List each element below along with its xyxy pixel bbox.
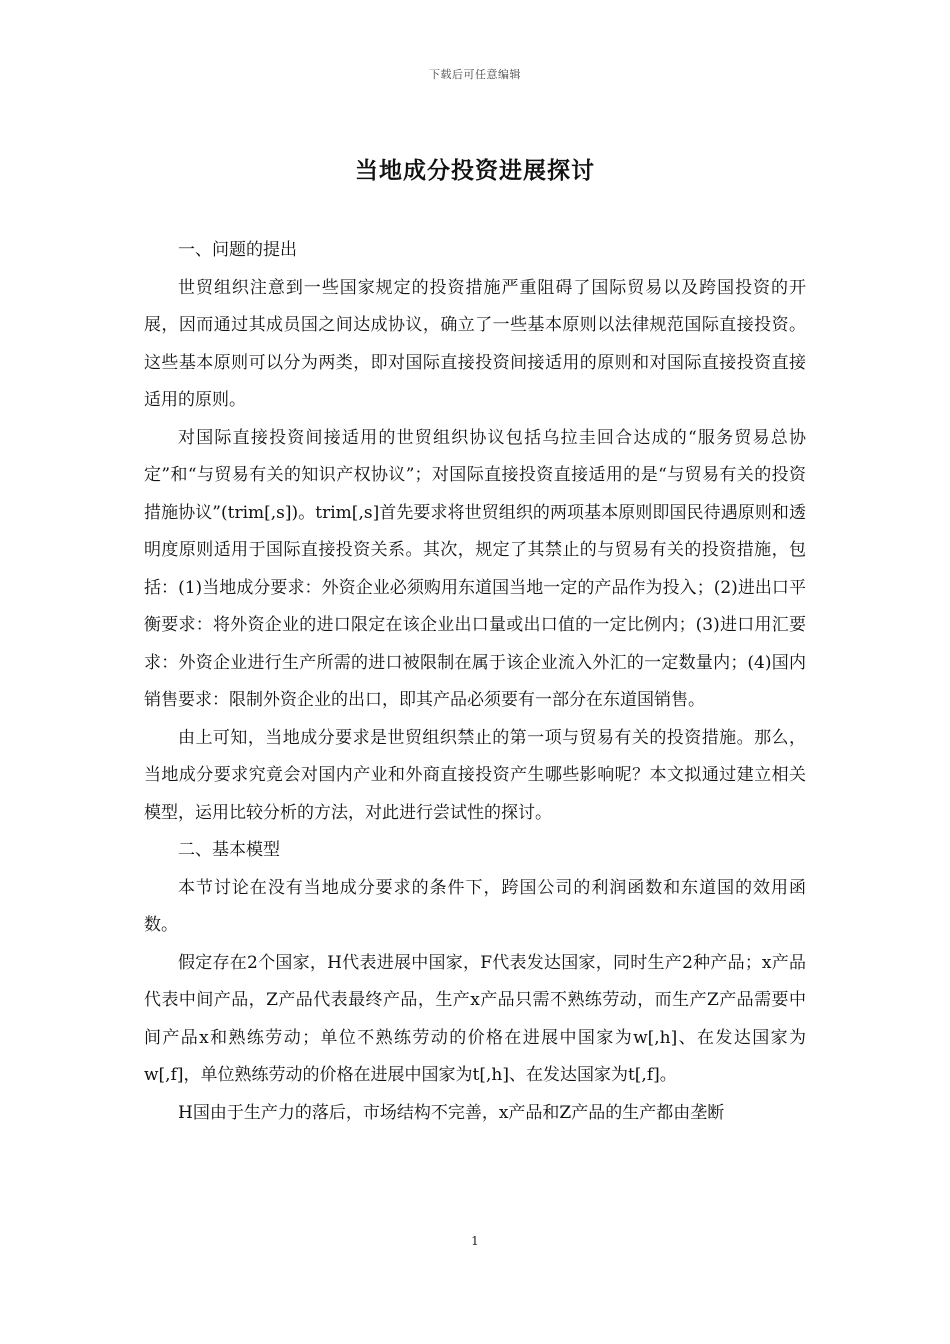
paragraph: 本节讨论在没有当地成分要求的条件下，跨国公司的利润函数和东道国的效用函数。 — [144, 877, 806, 935]
paragraph: 由上可知，当地成分要求是世贸组织禁止的第一项与贸易有关的投资措施。那么，当地成分要求究竟会对国内产业和外商直接投资产生哪些影响呢？本文拟通过建立相关模型，运用比较分析的方法，对此进行尝试性的探讨。 — [144, 727, 806, 823]
paragraph: 世贸组织注意到一些国家规定的投资措施严重阻碍了国际贸易以及跨国投资的开展，因而通过其成员国之间达成协议，确立了一些基本原则以法律规范国际直接投资。这些基本原则可以分为两类，即对国际直接投资间接适用的原则和对国际直接投资直接适用的原则。 — [144, 277, 806, 410]
section-heading-problem: 一、问题的提出 — [178, 240, 297, 260]
section-heading-model: 二、基本模型 — [178, 840, 280, 860]
paragraph: 对国际直接投资间接适用的世贸组织协议包括乌拉圭回合达成的“服务贸易总协定”和“与贸易有关的知识产权协议”；对国际直接投资直接适用的是“与贸易有关的投资措施协议”(trim[,s])。trim[,s]首先要求将世贸组织的两项基本原则即国民待遇原则和透明度原则适用于国际直接投资关系。其次，规定了其禁止的与贸易有关的投资措施，包括：(1)当地成分要求：外资企业必须购用东道国当地一定的产品作为投入；(2)进出口平衡要求：将外资企业的进口限定在该企业出口量或出口值的一定比例内；(3)进口用汇要求：外资企业进行生产所需的进口被限制在属于该企业流入外汇的一定数量内；(4)国内销售要求：限制外资企业的出口，即其产品必须要有一部分在东道国销售。 — [144, 427, 806, 710]
paragraph: H国由于生产力的落后，市场结构不完善，x产品和Z产品的生产都由垄断 — [178, 1102, 725, 1123]
page-number: 1 — [471, 1234, 479, 1248]
header-note: 下载后可任意编辑 — [429, 68, 521, 81]
document-body — [144, 232, 806, 1132]
paragraph: 假定存在2个国家，H代表进展中国家，F代表发达国家，同时生产2种产品；x产品代表中间产品，Z产品代表最终产品，生产x产品只需不熟练劳动，而生产Z产品需要中间产品x和熟练劳动；单位不熟练劳动的价格在进展中国家为w[,h]、在发达国家为w[,f]，单位熟练劳动的价格在进展中国家为t[,h]、在发达国家为t[,f]。 — [144, 952, 806, 1085]
document-title: 当地成分投资进展探讨 — [355, 157, 595, 184]
